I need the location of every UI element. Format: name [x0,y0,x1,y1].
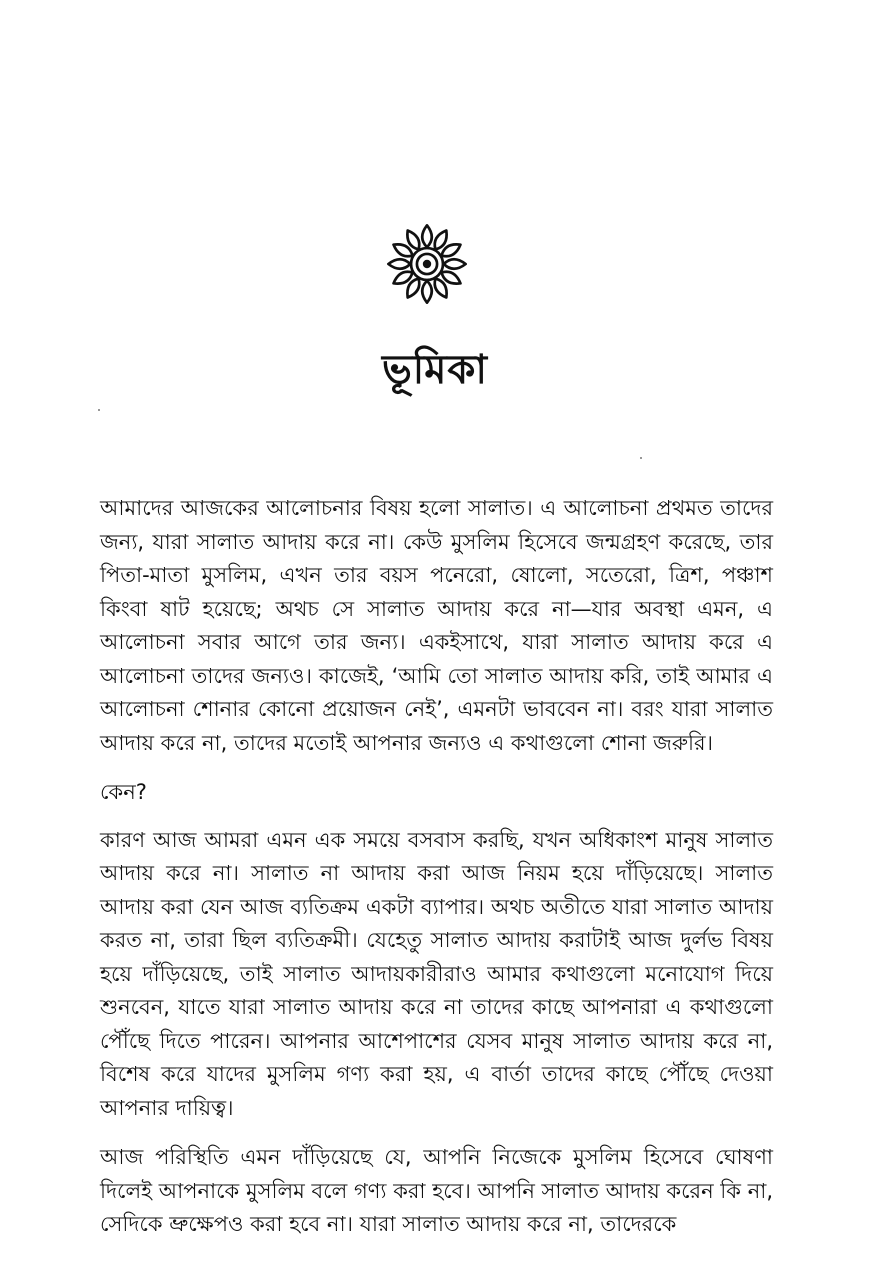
chapter-title: ভূমিকা [381,347,489,393]
scan-speck [98,409,100,411]
paragraph-question: কেন? [100,780,147,804]
paragraph-reason: কারণ আজ আমরা এমন এক সময়ে বসবাস করছি, যখন অধিকাংশ মানুষ সালাত আদায় করে না। সালাত না আদায় করা আজ নিয়ম হয়ে দাঁড়িয়েছে। সালাত আদায় করা যেন আজ ব্যতিক্রম একটা ব্যাপার। অথচ অতীতে যারা সালাত আদায় করত না, তারা ছিল ব্যতিক্রমী। যেহেতু সালাত আদায় করাটাই আজ দুর্লভ বিষয় হয়ে দাঁড়িয়েছে, তাই সালাত আদায়কারীরাও আমার কথাগুলো মনোযোগ দিয়ে শুনবেন, যাতে যারা সালাত আদায় করে না তাদের কাছে আপনারা এ কথাগুলো পৌঁছে দিতে পারেন। আপনার আশেপাশের যেসব মানুষ সালাত আদায় করে না, বিশেষ করে যাদের মুসলিম গণ্য করা হয়, এ বার্তা তাদের কাছে পৌঁছে দেওয়া আপনার দায়িত্ব। [100,827,773,1120]
paragraph-intro: আমাদের আজকের আলোচনার বিষয় হলো সালাত। এ আলোচনা প্রথমত তাদের জন্য, যারা সালাত আদায় করে না। কেউ মুসলিম হিসেবে জন্মগ্রহণ করেছে, তার পিতা-মাতা মুসলিম, এখন তার বয়স পনেরো, ষোলো, সতেরো, ত্রিশ, পঞ্চাশ কিংবা ষাট হয়েছে; অথচ সে সালাত আদায় করে না—যার অবস্থা এমন, এ আলোচনা সবার আগে তার জন্য। একইসাথে, যারা সালাত আদায় করে এ আলোচনা তাদের জন্যও। কাজেই, ‘আমি তো সালাত আদায় করি, তাই আমার এ আলোচনা শোনার কোনো প্রয়োজন নেই’, এমনটা ভাববেন না। বরং যারা সালাত আদায় করে না, তাদের মতোই আপনার জন্যও এ কথাগুলো শোনা জরুরি। [100,496,773,755]
flower-ornament-icon [385,222,469,306]
scan-speck [640,457,642,459]
paragraph-situation: আজ পরিস্থিতি এমন দাঁড়িয়েছে যে, আপনি নিজেকে মুসলিম হিসেবে ঘোষণা দিলেই আপনাকে মুসলিম বলে গণ্য করা হবে। আপনি সালাত আদায় করেন কি না, সেদিকে ভ্রুক্ষেপও করা হবে না। যারা সালাত আদায় করে না, তাদেরকে [100,1145,773,1236]
body-text [100,492,773,1258]
